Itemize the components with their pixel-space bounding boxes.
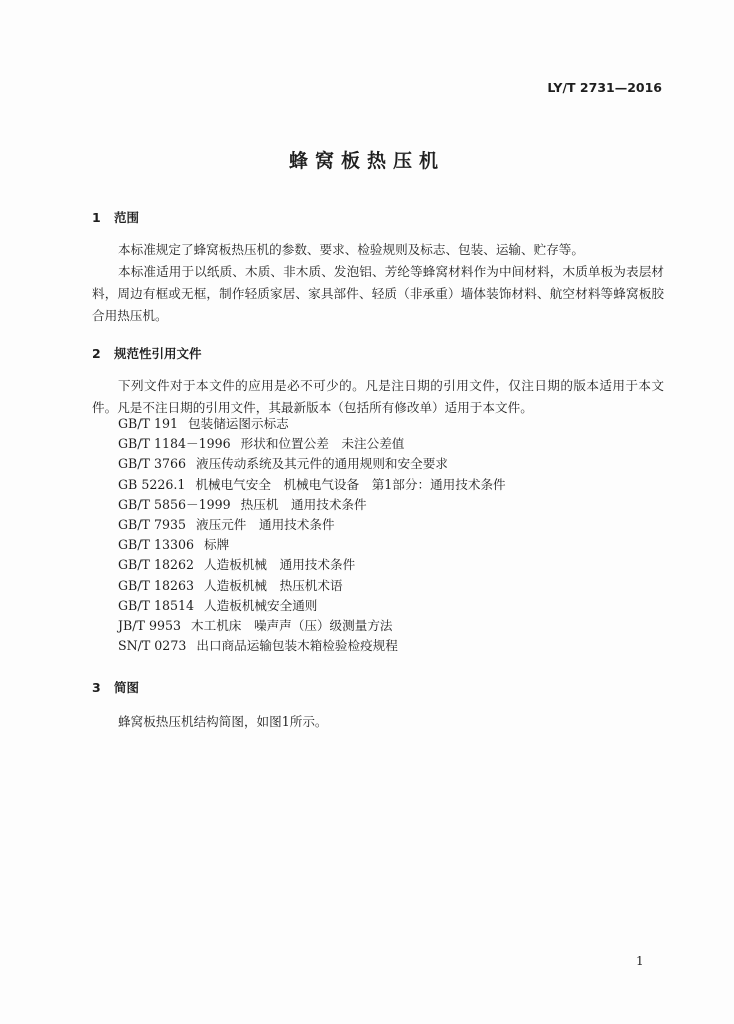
reference-item — [118, 495, 506, 515]
reference-item — [118, 475, 506, 495]
section-title: 规范性引用文件 — [114, 346, 202, 361]
section-number: 1 — [92, 210, 101, 225]
reference-item — [118, 616, 506, 636]
reference-title: 机械电气安全 机械电气设备 第1部分：通用技术条件 — [195, 476, 506, 492]
reference-item — [118, 596, 506, 616]
scope-paragraph-1: 本标准规定了蜂窝板热压机的参数、要求、检验规则及标志、包装、运输、贮存等。 — [118, 242, 584, 257]
scope-paragraph-2: 本标准适用于以纸质、木质、非木质、发泡铝、芳纶等蜂窝材料作为中间材料，木质单板为表层材料，周边有框或无框，制作轻质家居、家具部件、轻质（非承重）墙体装饰材料、航空材料等蜂窝板胶合用热压机。 — [92, 264, 664, 323]
reference-title: 出口商品运输包装木箱检验检疫规程 — [196, 638, 398, 654]
section-number: 3 — [92, 680, 101, 695]
reference-code: GB/T 1184－1996 — [118, 436, 231, 452]
reference-code: JB/T 9953 — [118, 618, 181, 634]
section-number: 2 — [92, 346, 101, 361]
reference-title: 包装储运图示标志 — [188, 416, 289, 431]
reference-code: GB/T 3766 — [118, 456, 187, 472]
document-title: 蜂窝板热压机 — [288, 150, 445, 172]
reference-title: 液压元件 通用技术条件 — [196, 517, 335, 533]
reference-code: GB/T 18263 — [118, 577, 195, 593]
reference-code: GB/T 18514 — [118, 597, 195, 613]
section-heading-normative-references — [92, 344, 202, 362]
reference-code: GB/T 18262 — [118, 557, 195, 573]
reference-code: GB/T 7935 — [118, 517, 187, 533]
section-heading-scope — [92, 208, 139, 226]
reference-item — [118, 636, 506, 656]
reference-title: 人造板机械 通用技术条件 — [204, 557, 356, 573]
reference-item — [118, 414, 506, 434]
diagram-paragraph: 蜂窝板热压机结构简图，如图1所示。 — [118, 714, 328, 729]
reference-item — [118, 454, 506, 474]
reference-code: GB 5226.1 — [118, 476, 186, 492]
reference-code: GB/T 5856－1999 — [118, 496, 231, 512]
document-code: LY/T 2731—2016 — [547, 80, 662, 95]
reference-title: 热压机 通用技术条件 — [240, 496, 367, 512]
reference-item — [118, 515, 506, 535]
reference-title: 形状和位置公差 未注公差值 — [240, 436, 405, 452]
section-title: 简图 — [114, 680, 140, 695]
reference-title: 液压传动系统及其元件的通用规则和安全要求 — [196, 456, 448, 472]
reference-code: GB/T 13306 — [118, 537, 195, 553]
section-heading-diagram — [92, 678, 139, 696]
reference-item — [118, 434, 506, 454]
reference-title: 木工机床 噪声声（压）级测量方法 — [191, 618, 393, 634]
reference-title: 人造板机械 热压机术语 — [204, 577, 343, 593]
reference-code: GB/T 191 — [118, 416, 178, 431]
reference-item — [118, 555, 506, 575]
reference-title: 标牌 — [204, 537, 230, 553]
reference-item — [118, 535, 506, 555]
reference-title: 人造板机械安全通则 — [204, 597, 318, 613]
section-title: 范围 — [114, 210, 140, 225]
references-intro-paragraph: 下列文件对于本文件的应用是必不可少的。凡是注日期的引用文件，仅注日期的版本适用于本文件。凡是不注日期的引用文件，其最新版本（包括所有修改单）适用于本文件。 — [92, 378, 664, 415]
reference-item — [118, 576, 506, 596]
reference-code: SN/T 0273 — [118, 638, 187, 654]
reference-list — [118, 414, 506, 656]
page-number: 1 — [636, 954, 644, 968]
